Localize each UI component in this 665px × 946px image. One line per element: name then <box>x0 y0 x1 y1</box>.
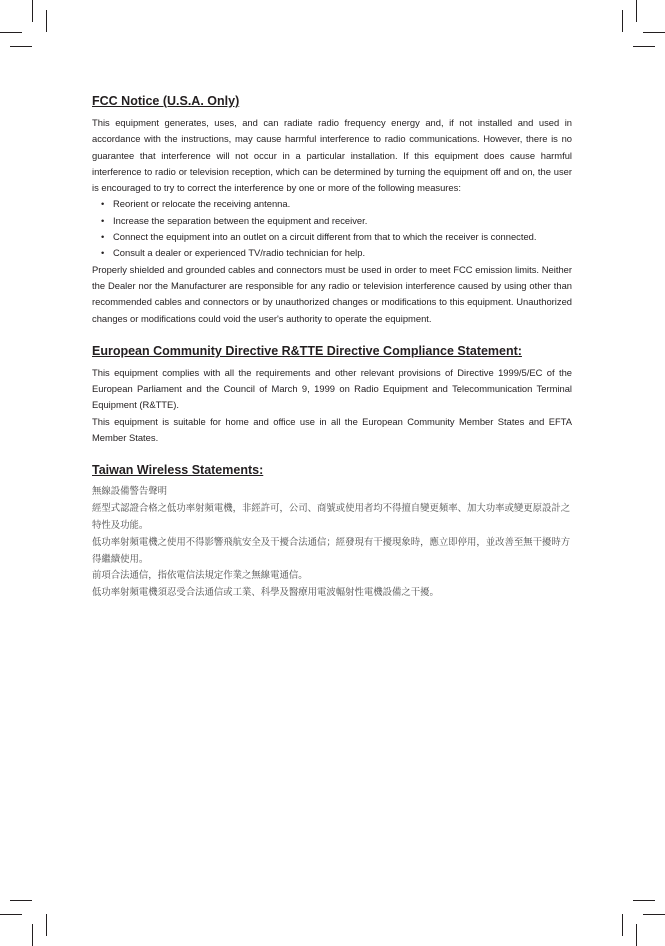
taiwan-line-4: 前項合法通信，指依電信法規定作業之無線電通信。 <box>92 570 308 582</box>
taiwan-line-1: 無線設備警告聲明 <box>92 486 168 498</box>
crop-mark <box>46 914 47 936</box>
eu-paragraph-1: This equipment complies with all the requirements and other relevant provisions of Directive 1999/5/EC of the European Parliament and the Council of March 9, 1999 on Radio Equipment and Telecommunication Terminal Equipment (R&TTE). <box>92 366 572 411</box>
eu-section <box>92 343 572 446</box>
crop-mark <box>0 32 22 33</box>
list-item: • Connect the equipment into an outlet on a circuit different from that to which the receiver is connected. <box>92 229 572 245</box>
crop-mark <box>32 0 33 22</box>
eu-paragraph-2: This equipment is suitable for home and office use in all the European Community Member States and EFTA Member States. <box>92 415 572 444</box>
fcc-closing: Properly shielded and grounded cables and connectors must be used in order to meet FCC emission limits. Neither the Dealer nor the Manufacturer are responsible for any radio or television interference caused by using other than recommended cables and connectors or by unauthorized changes or modifications to this equipment. Unauthorized changes or modifications could void the user's authority to operate the equipment. <box>92 263 572 324</box>
taiwan-line-3: 低功率射頻電機之使用不得影響飛航安全及干擾合法通信；經發現有干擾現象時，應立即停用，並改善至無干擾時方得繼續使用。 <box>92 536 571 565</box>
document-body <box>92 93 572 618</box>
fcc-measures-list <box>92 196 572 261</box>
crop-mark <box>636 0 637 22</box>
list-item: • Increase the separation between the equipment and receiver. <box>92 213 572 229</box>
crop-mark <box>10 46 32 47</box>
crop-mark <box>10 900 32 901</box>
crop-mark <box>622 914 623 936</box>
fcc-section <box>92 93 572 327</box>
crop-mark <box>0 914 22 915</box>
eu-title: European Community Directive R&TTE Directive Compliance Statement: <box>92 343 522 358</box>
crop-mark <box>643 32 665 33</box>
list-item: • Consult a dealer or experienced TV/radio technician for help. <box>92 245 572 261</box>
taiwan-line-5: 低功率射頻電機須忍受合法通信或工業、科學及醫療用電波輻射性電機設備之干擾。 <box>92 587 439 599</box>
crop-mark <box>633 46 655 47</box>
crop-mark <box>643 914 665 915</box>
crop-mark <box>636 924 637 946</box>
fcc-title: FCC Notice (U.S.A. Only) <box>92 94 240 108</box>
taiwan-title: Taiwan Wireless Statements: <box>92 463 264 478</box>
taiwan-section <box>92 462 572 602</box>
crop-mark <box>622 10 623 32</box>
crop-mark <box>32 924 33 946</box>
fcc-intro: This equipment generates, uses, and can radiate radio frequency energy and, if not installed and used in accordance with the instructions, may cause harmful interference to radio communications. However, there is no guarantee that interference will not occur in a particular installation. If this equipment does cause harmful interference to radio or television reception, which can be determined by turning the equipment off and on, the user is encouraged to try to correct the interference by one or more of the following measures: <box>92 117 572 194</box>
taiwan-line-2: 經型式認證合格之低功率射頻電機，非經許可，公司、商號或使用者均不得擅自變更頻率、加大功率或變更原設計之特性及功能。 <box>92 503 571 531</box>
crop-mark <box>633 900 655 901</box>
crop-mark <box>46 10 47 32</box>
list-item: • Reorient or relocate the receiving antenna. <box>92 196 572 212</box>
